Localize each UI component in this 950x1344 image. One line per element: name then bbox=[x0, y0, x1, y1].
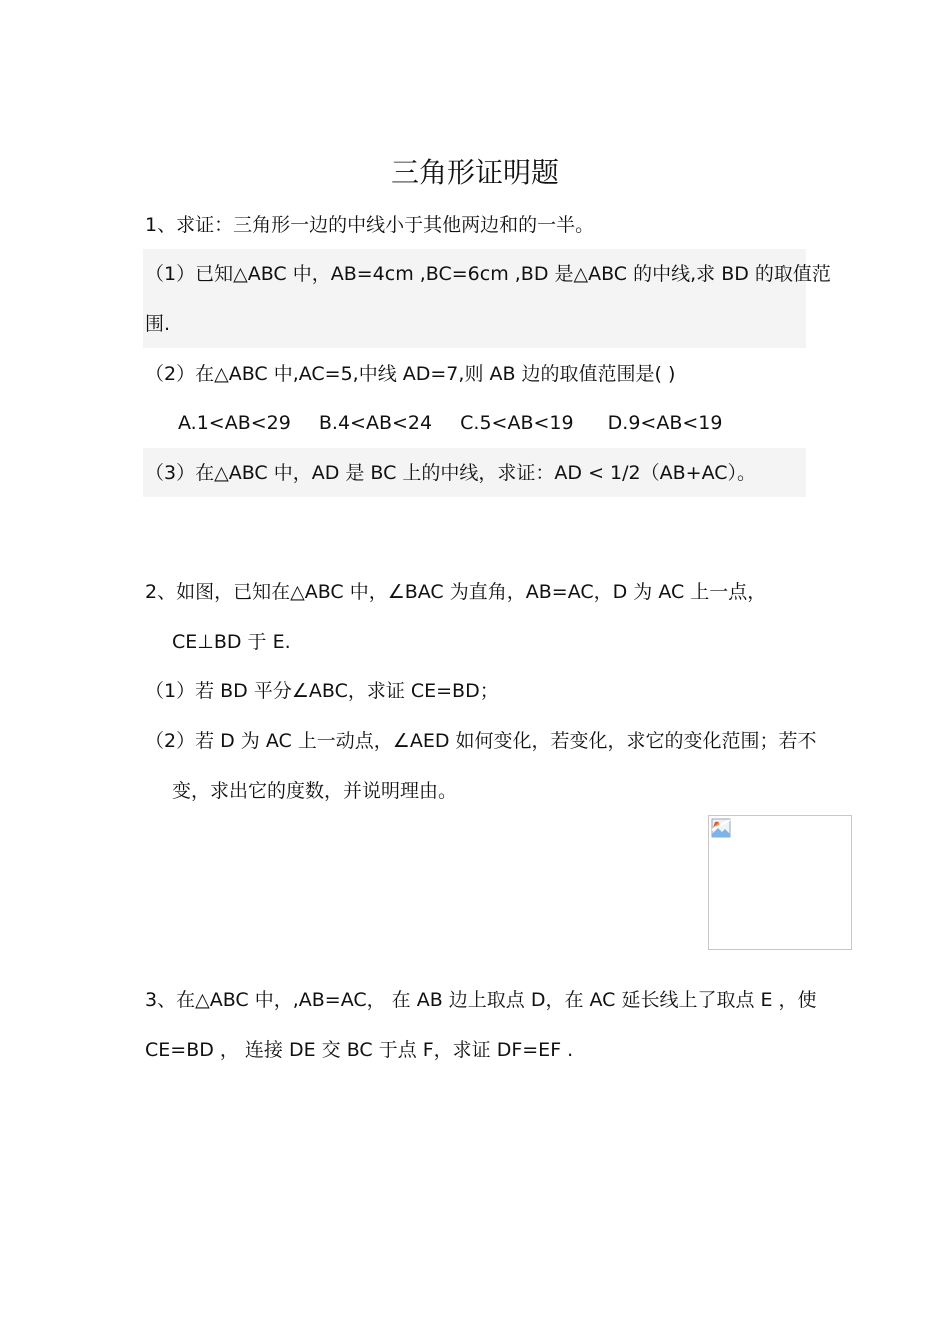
broken-image-icon bbox=[711, 818, 731, 838]
q1-part1-line2: 围. bbox=[145, 313, 171, 335]
q2-figure-placeholder bbox=[708, 815, 852, 950]
q2-part2-line2: 变，求出它的度数，并说明理由。 bbox=[172, 780, 458, 802]
q1-part1-line1: （1）已知△ABC 中，AB=4cm ,BC=6cm ,BD 是△ABC 的中线,求 BD 的取值范 bbox=[145, 263, 831, 285]
option-c: C.5<AB<19 bbox=[460, 412, 574, 434]
option-a: A.1<AB<29 bbox=[178, 412, 291, 434]
q1-part2: （2）在△ABC 中,AC=5,中线 AD=7,则 AB 边的取值范围是( ) bbox=[145, 363, 676, 385]
option-b: B.4<AB<24 bbox=[318, 412, 433, 434]
q3-line1: 3、在△ABC 中，,AB=AC， 在 AB 边上取点 D，在 AC 延长线上了取点 E ，使 bbox=[145, 989, 817, 1011]
q2-part1: （1）若 BD 平分∠ABC，求证 CE=BD； bbox=[145, 680, 499, 702]
q3-line2: CE=BD ， 连接 DE 交 BC 于点 F，求证 DF=EF . bbox=[145, 1039, 574, 1061]
q1-options bbox=[178, 410, 744, 436]
q1-part3: （3）在△ABC 中，AD 是 BC 上的中线，求证：AD < 1/2（AB+AC）。 bbox=[145, 462, 757, 484]
page-title: 三角形证明题 bbox=[390, 156, 559, 189]
q2-stem-line2: CE⊥BD 于 E. bbox=[172, 631, 291, 653]
q2-stem-line1: 2、如图，已知在△ABC 中，∠BAC 为直角，AB=AC，D 为 AC 上一点， bbox=[145, 581, 767, 603]
option-d: D.9<AB<19 bbox=[607, 412, 723, 434]
q2-part2-line1: （2）若 D 为 AC 上一动点，∠AED 如何变化，若变化，求它的变化范围；若不 bbox=[145, 730, 817, 752]
q1-stem: 1、求证：三角形一边的中线小于其他两边和的一半。 bbox=[145, 214, 595, 236]
